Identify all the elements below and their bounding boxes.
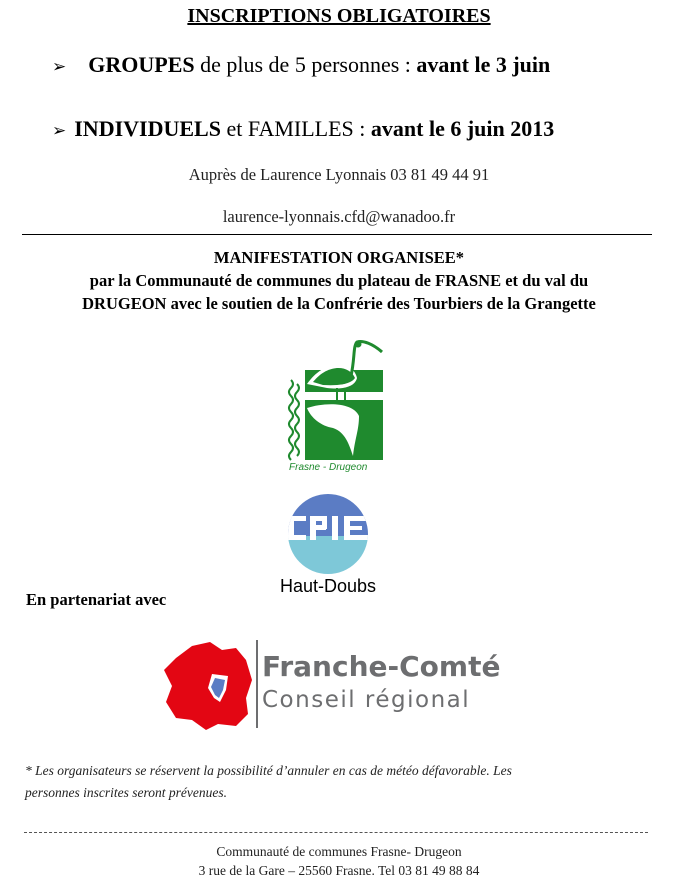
- footnote: [25, 760, 645, 804]
- cpie-bottom-half: [284, 536, 374, 580]
- groups-label: GROUPES: [88, 52, 195, 77]
- deadline-individuals: [52, 116, 554, 142]
- partnership-label: En partenariat avec: [26, 590, 167, 609]
- franche-comte-map-logo: [162, 640, 258, 732]
- france-map-shape: [164, 642, 252, 730]
- footer-line1: Communauté de communes Frasne- Drugeon: [216, 844, 462, 859]
- cpie-logo: [284, 490, 374, 580]
- individuals-text: et FAMILLES :: [220, 116, 371, 141]
- footer-line2: 3 rue de la Gare – 25560 Frasne. Tel 03 81 49 88 84: [198, 863, 480, 878]
- footer-divider: [24, 832, 648, 833]
- divider: [22, 234, 652, 235]
- cpie-caption: Haut-Doubs: [279, 576, 377, 596]
- grass-lines: [289, 380, 299, 460]
- region-name: Franche-Comté: [262, 650, 501, 683]
- region-subtitle: Conseil régional: [262, 687, 471, 713]
- frasne-drugeon-logo: [285, 338, 387, 474]
- individuals-deadline: avant le 6 juin 2013: [370, 116, 555, 141]
- page-title: INSCRIPTIONS OBLIGATOIRES: [187, 5, 491, 27]
- footer: [0, 842, 678, 880]
- footnote-line2: personnes inscrites seront prévenues.: [25, 785, 227, 800]
- manifestation-title: MANIFESTATION ORGANISEE*: [213, 248, 465, 267]
- frasne-caption: Frasne - Drugeon: [289, 462, 368, 473]
- arrow-bullet-icon: ➢: [52, 57, 67, 76]
- groups-deadline: avant le 3 juin: [416, 52, 551, 77]
- groups-text: de plus de 5 personnes :: [194, 52, 417, 77]
- logo-separator: [256, 640, 258, 728]
- footnote-line1: * Les organisateurs se réservent la possibilité d’annuler en cas de météo défavorable. Les: [25, 763, 512, 778]
- arrow-bullet-icon: ➢: [52, 121, 67, 140]
- manifestation-block: [0, 246, 678, 315]
- deadline-groups: [52, 52, 550, 78]
- manifestation-line3: DRUGEON avec le soutien de la Confrérie des Tourbiers de la Grangette: [82, 294, 596, 313]
- contact-email[interactable]: laurence-lyonnais.cfd@wanadoo.fr: [222, 207, 456, 226]
- manifestation-line2: par la Communauté de communes du plateau de FRASNE et du val du: [89, 271, 589, 290]
- contact-line: Auprès de Laurence Lyonnais 03 81 49 44 91: [188, 165, 490, 184]
- individuals-label: INDIVIDUELS: [74, 116, 221, 141]
